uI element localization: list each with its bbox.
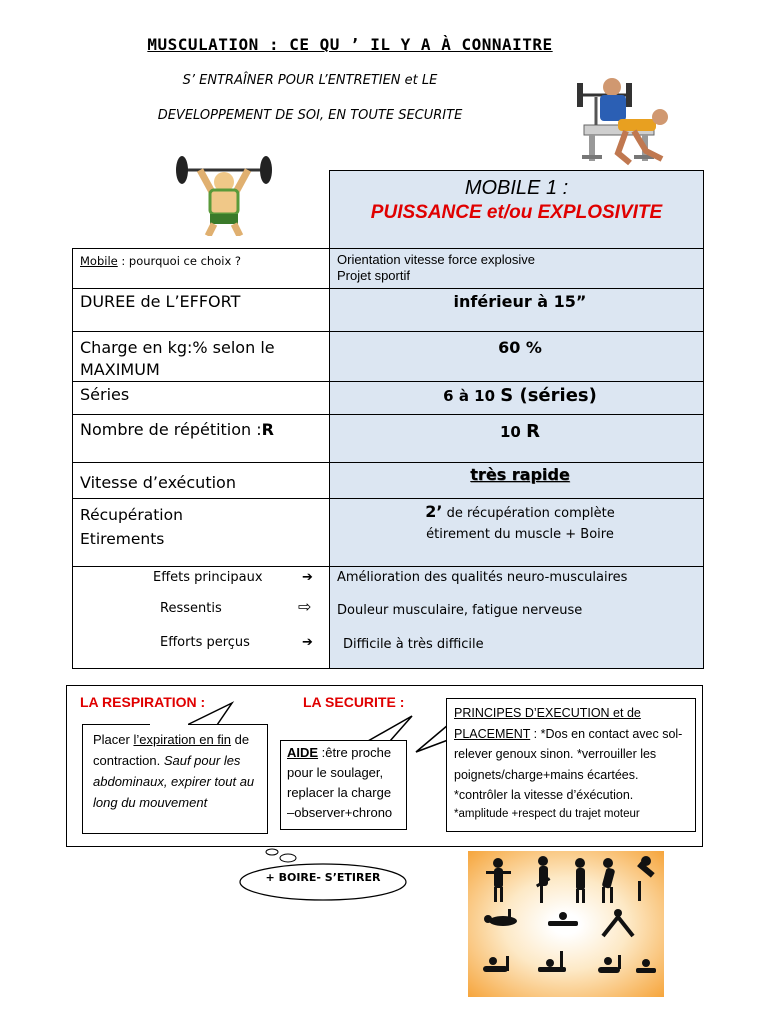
mobile-title: MOBILE 1 : xyxy=(464,177,569,199)
table-row xyxy=(73,289,704,332)
aide-bubble xyxy=(280,740,407,830)
duree-value: inférieur à 15” xyxy=(453,292,587,311)
principes-text1: : *Dos en contact avec sol-relever genoux sinon. *verrouiller les poignets/charge+mains écartées. *contrôler la vitesse d’éxécution. xyxy=(454,726,683,802)
charge-label: Charge en kg:% selon le MAXIMUM xyxy=(80,338,275,379)
principes-bubble xyxy=(446,698,696,832)
mobile-question: : pourquoi ce choix ? xyxy=(117,254,242,268)
aide-bubble-tail xyxy=(280,713,420,743)
mobile-subtitle: PUISSANCE et/ou EXPLOSIVITE xyxy=(370,202,663,223)
etirement-value: étirement du muscle + Boire xyxy=(426,527,614,542)
page-title: MUSCULATION : CE QU ’ IL Y A À CONNAITRE xyxy=(147,35,553,54)
charge-value: 60 % xyxy=(498,338,542,357)
repetition-value-unit: R xyxy=(526,421,540,442)
bench-press-illustration xyxy=(574,73,686,168)
series-value-num: 6 à 10 xyxy=(443,387,501,405)
aide-text: :être proche pour le soulager, replacer la charge –observer+chrono xyxy=(287,745,393,820)
stretching-figures-illustration xyxy=(468,851,664,997)
ressentis-label: Ressentis xyxy=(160,601,222,616)
repetition-label: Nombre de répétition : xyxy=(80,420,262,439)
principes-text2: *amplitude +respect du trajet moteur xyxy=(454,807,640,820)
duree-label: DUREE de L’EFFORT xyxy=(80,292,241,311)
respiration-text-plain2: de contraction. xyxy=(93,732,250,768)
principes-title: PRINCIPES D’EXECUTION et de PLACEMENT xyxy=(454,706,641,741)
vitesse-label: Vitesse d’exécution xyxy=(80,473,236,492)
effets-label: Effets principaux xyxy=(153,570,263,585)
mobile-answer-line2: Projet sportif xyxy=(337,268,410,283)
mobile-answer-line1: Orientation vitesse force explosive xyxy=(337,252,535,267)
table-row xyxy=(73,567,704,669)
efforts-value: Difficile à très difficile xyxy=(343,637,484,652)
etirements-label: Etirements xyxy=(80,530,165,548)
recup-value-num: 2’ xyxy=(425,502,443,521)
mobile-label: Mobile xyxy=(80,254,118,268)
recuperation-label: Récupération xyxy=(80,506,183,524)
respiration-text-italic: Sauf pour les abdominaux, expirer tout au long du mouvement xyxy=(93,753,255,810)
securite-title: LA SECURITE : xyxy=(303,694,405,710)
table-row xyxy=(73,463,704,499)
table-row xyxy=(73,415,704,463)
weightlifter-illustration xyxy=(172,150,276,236)
table-row xyxy=(73,382,704,415)
table-row xyxy=(73,499,704,567)
aide-label: AIDE xyxy=(287,745,319,760)
series-label: Séries xyxy=(80,385,130,404)
repetition-value-num: 10 xyxy=(500,423,527,441)
cloud-text: + BOIRE- S’ETIRER xyxy=(265,871,381,884)
recup-value-text: de récupération complète xyxy=(442,506,615,521)
table-row xyxy=(73,249,704,289)
subtitle-line-2: DEVELOPPEMENT DE SOI, EN TOUTE SECURITE xyxy=(157,108,463,123)
vitesse-value: très rapide xyxy=(470,465,570,484)
respiration-title: LA RESPIRATION : xyxy=(80,694,206,710)
mobile-header xyxy=(329,170,704,249)
efforts-arrow: ➔ xyxy=(302,635,313,650)
respiration-text-underline: l’expiration en fin xyxy=(133,732,232,747)
series-value-unit: S (séries) xyxy=(500,385,597,406)
ressentis-arrow: ⇨ xyxy=(298,597,312,616)
repetition-label-r: R xyxy=(261,420,274,439)
table-row xyxy=(73,332,704,382)
effets-arrow: ➔ xyxy=(302,570,313,585)
training-table xyxy=(72,248,704,669)
subtitle-line-1: S’ ENTRAÎNER POUR L’ENTRETIEN et LE xyxy=(182,73,438,88)
respiration-bubble xyxy=(82,724,268,834)
ressentis-value: Douleur musculaire, fatigue nerveuse xyxy=(337,603,583,618)
respiration-text-plain1: Placer xyxy=(93,732,134,747)
efforts-label: Efforts perçus xyxy=(160,635,250,650)
effets-value: Amélioration des qualités neuro-musculaires xyxy=(337,570,628,585)
